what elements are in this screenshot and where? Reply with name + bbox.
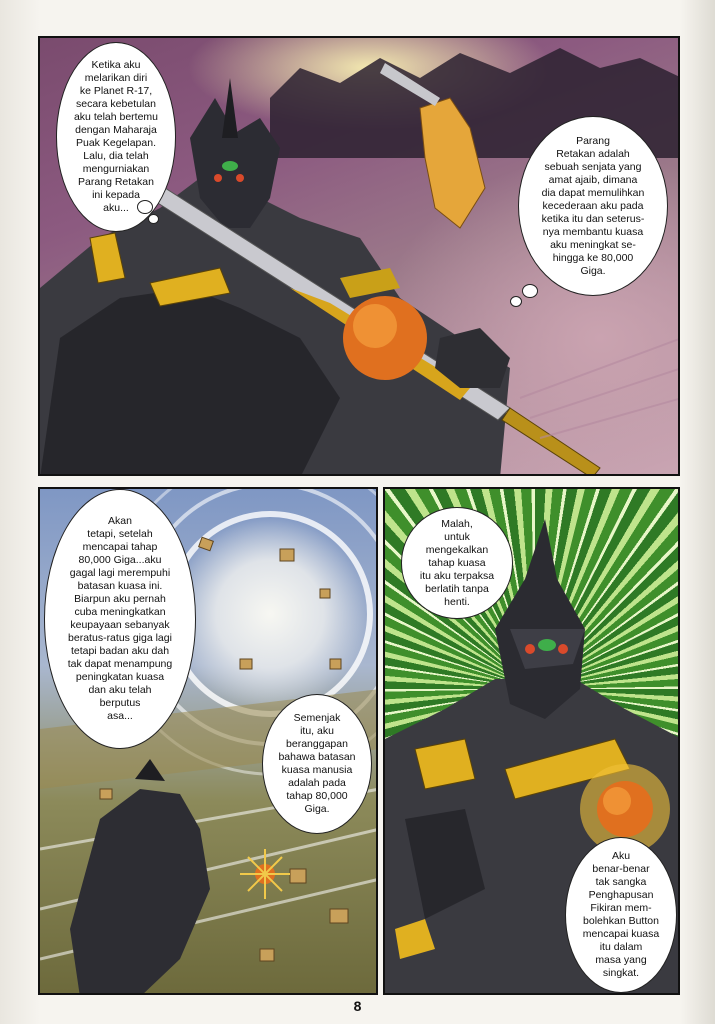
panel-3 xyxy=(383,487,680,995)
speech-bubble-1: Ketika aku melarikan diri ke Planet R-17, secara kebetulan aku telah bertemu dengan Maharaja Puak Kegelapan. Lalu, dia telah mengurniakan Parang Retakan ini kepada aku... xyxy=(56,42,176,232)
speech-bubble-5: Malah, untuk mengekalkan tahap kuasa itu aku terpaksa berlatih tanpa henti. xyxy=(401,507,513,619)
thought-dot xyxy=(510,296,522,307)
panel-2 xyxy=(38,487,378,995)
speech-bubble-2: Parang Retakan adalah sebuah senjata yang amat ajaib, dimana dia dapat memulihkan kecederaan aku pada ketika itu dan seterus- nya membantu kuasa aku meningkat se- hingga ke 80,000 Giga. xyxy=(518,116,668,296)
thought-dot xyxy=(522,284,538,298)
thought-dot xyxy=(148,214,159,224)
speech-bubble-3: Akan tetapi, setelah mencapai tahap 80,000 Giga...aku gagal lagi merempuhi batasan kuasa ini. Biarpun aku pernah cuba meningkatkan keupayaan sebanyak beratus-ratus giga lagi tetapi badan aku dah tak dapat menampung peningkatan kuasa dan aku telah berputus asa... xyxy=(44,489,196,749)
thought-dot xyxy=(137,200,153,214)
speech-bubble-6: Aku benar-benar tak sangka Penghapusan Fikiran mem- bolehkan Button mencapai kuasa itu dalam masa yang singkat. xyxy=(565,837,677,993)
page-number: 8 xyxy=(353,998,362,1014)
speech-bubble-4: Semenjak itu, aku beranggapan bahawa batasan kuasa manusia adalah pada tahap 80,000 Giga. xyxy=(262,694,372,834)
panel-1 xyxy=(38,36,680,476)
